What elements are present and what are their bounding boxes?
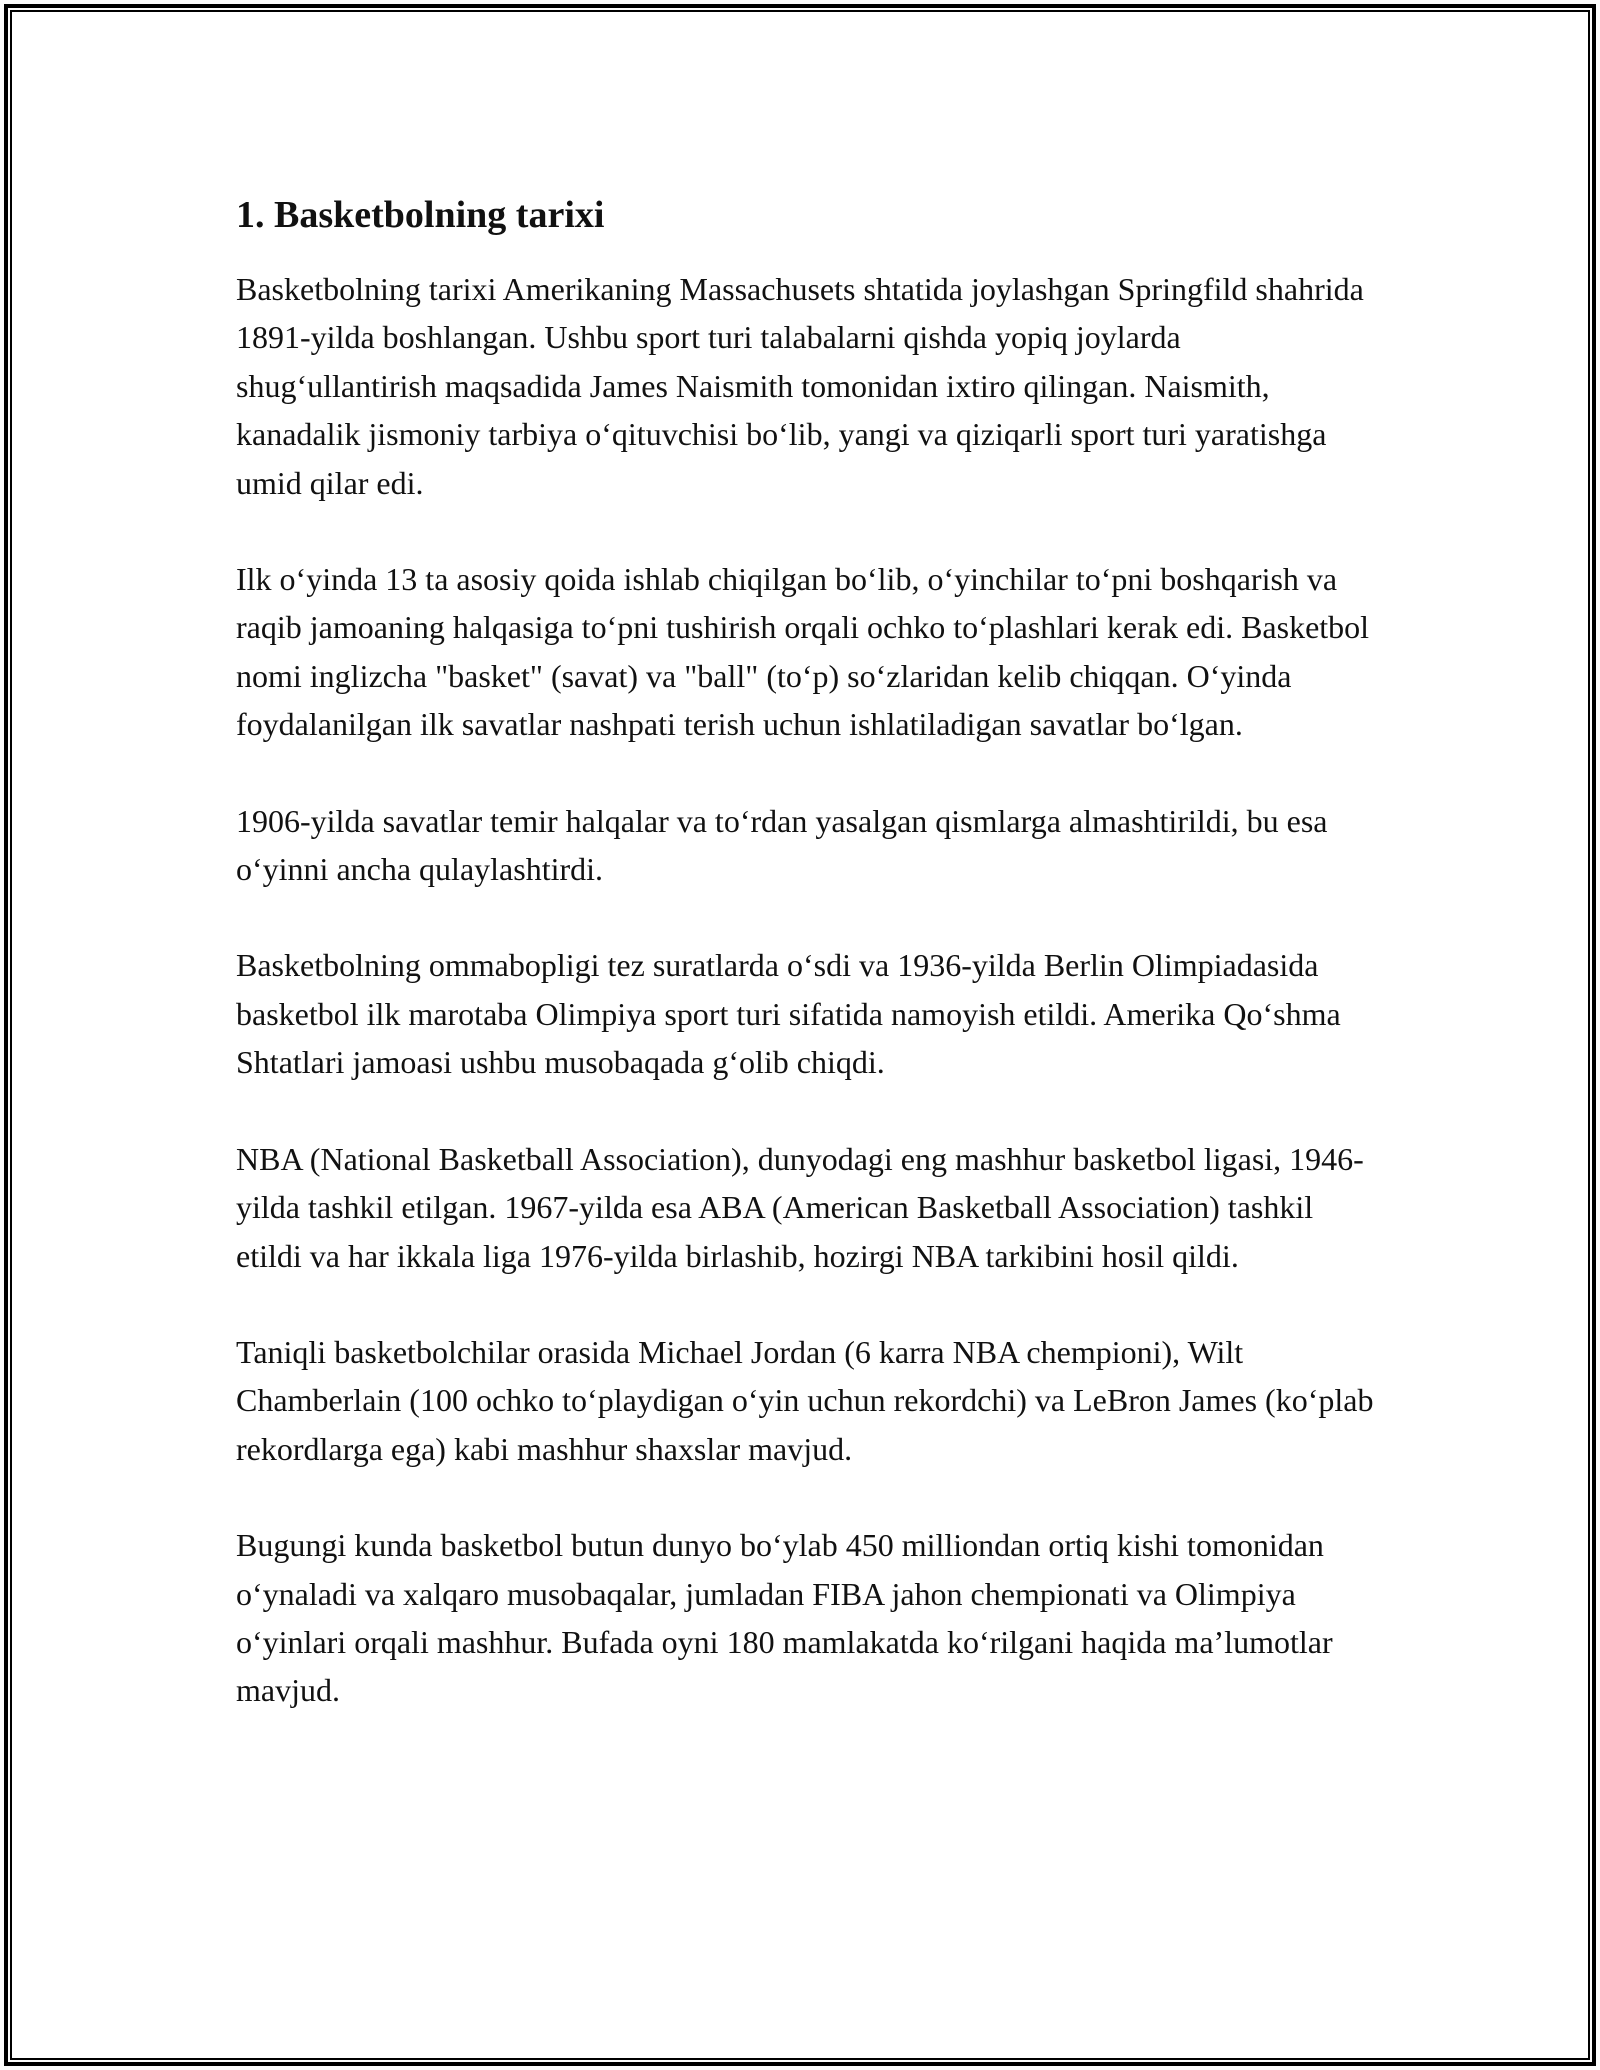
paragraph-metal-hoops: 1906-yilda savatlar temir halqalar va toʻrdan yasalgan qismlarga almashtirildi, bu esa oʻyinni ancha qulaylashtirdi. <box>236 802 1328 888</box>
section-heading: 1. Basketbolning tarixi <box>236 194 605 236</box>
document-body <box>236 187 1376 1763</box>
paragraph-today: Bugungi kunda basketbol butun dunyo boʻylab 450 milliondan ortiq kishi tomonidan oʻynaladi va xalqaro musobaqalar, jumladan FIBA jahon chempionati va Olimpiya oʻyinlari orqali mashhur. Bufada oyni 180 mamlakatda koʻrilgani haqida maʼlumotlar mavjud. <box>236 1527 1333 1709</box>
paragraph-famous-players: Taniqli basketbolchilar orasida Michael Jordan (6 karra NBA chempioni), Wilt Chamberlain (100 ochko toʻplaydigan oʻyin uchun rekordchi) va LeBron James (koʻplab rekordlarga ega) kabi mashhur shaxslar mavjud. <box>236 1333 1374 1467</box>
paragraph-olympics: Basketbolning ommabopligi tez suratlarda oʻsdi va 1936-yilda Berlin Olimpiadasida basketbol ilk marotaba Olimpiya sport turi sifatida namoyish etildi. Amerika Qoʻshma Shtatlari jamoasi ushbu musobaqada gʻolib chiqdi. <box>236 947 1341 1081</box>
paragraph-first-rules: Ilk oʻyinda 13 ta asosiy qoida ishlab chiqilgan boʻlib, oʻyinchilar toʻpni boshqarish va raqib jamoaning halqasiga toʻpni tushirish orqali ochko toʻplashlari kerak edi. Basketbol nomi inglizcha "basket" (savat) va "ball" (toʻp) soʻzlaridan kelib chiqqan. Oʻyinda foydalanilgan ilk savatlar nashpati terish uchun ishlatiladigan savatlar boʻlgan. <box>236 561 1370 743</box>
paragraph-nba: NBA (National Basketball Association), dunyodagi eng mashhur basketbol ligasi, 1946-yilda tashkil etilgan. 1967-yilda esa ABA (American Basketball Association) tashkil etildi va har ikkala liga 1976-yilda birlashib, hozirgi NBA tarkibini hosil qildi. <box>236 1140 1364 1274</box>
paragraph-origin: Basketbolning tarixi Amerikaning Massachusets shtatida joylashgan Springfild shahrida 1891-yilda boshlangan. Ushbu sport turi talabalarni qishda yopiq joylarda shugʻullantirish maqsadida James Naismith tomonidan ixtiro qilingan. Naismith, kanadalik jismoniy tarbiya oʻqituvchisi boʻlib, yangi va qiziqarli sport turi yaratishga umid qilar edi. <box>236 271 1364 501</box>
